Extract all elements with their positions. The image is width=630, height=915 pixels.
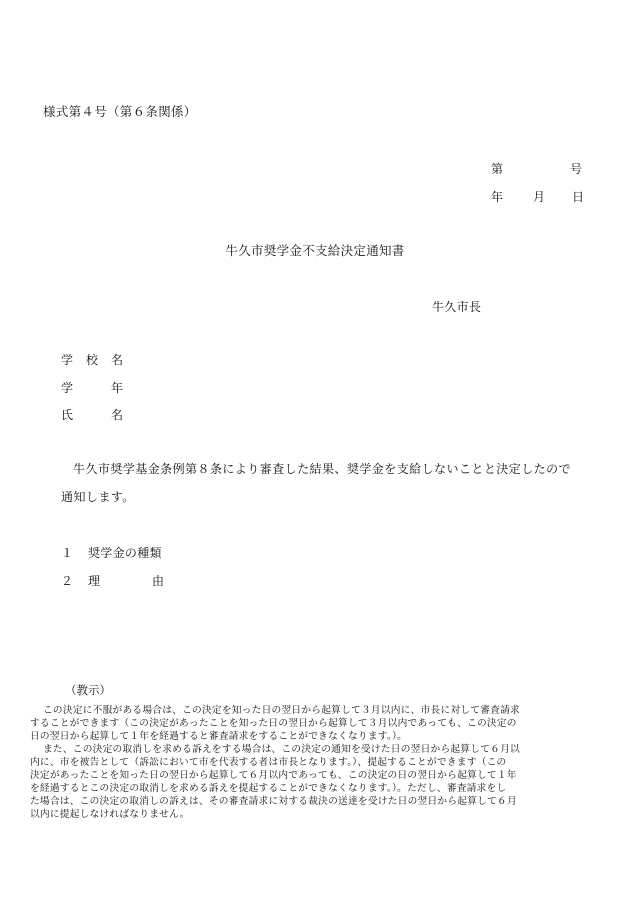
notice-line: 日の翌日から起算して１年を経過すると審査請求をすることができなくなります。）。	[30, 731, 408, 742]
field-label-char: 名	[110, 408, 123, 422]
item-label-char: 理	[88, 574, 101, 588]
field-label-char: 名	[110, 353, 123, 367]
item-label: 奨学金の種類	[88, 546, 162, 560]
field-label-char: 校	[85, 353, 98, 367]
issuer: 牛久市長	[432, 300, 482, 314]
document-title: 牛久市奨学金不支給決定通知書	[225, 243, 405, 258]
notice-line: を経過するとこの決定の取消しを求める訴えを提起することができなくなります。）。ただし、審査請求をし	[30, 783, 507, 794]
notice-line: 以内に提起しなければなりません。	[30, 809, 190, 820]
field-label-char: 年	[110, 381, 123, 395]
date-day: 日	[572, 190, 585, 204]
notice-line: この決定に不服がある場合は、この決定を知った日の翌日から起算して３月以内に、市長に対して審査請求	[43, 705, 520, 716]
item-number: １	[61, 546, 74, 560]
field-label-char: 学	[61, 381, 74, 395]
date-year: 年	[491, 190, 504, 204]
notice-heading: （教示）	[65, 683, 111, 697]
body-text-line: 牛久市奨学基金条例第８条により審査した結果、奨学金を支給しないことと決定したので	[73, 462, 572, 476]
notice-line: 内に、市を被告として（訴訟において市を代表する者は市長となります。）、提起することができます（この	[30, 757, 507, 768]
field-label-char: 氏	[61, 408, 74, 422]
item-reason	[61, 572, 164, 589]
item-number: ２	[61, 574, 74, 588]
item-label-char: 由	[151, 574, 164, 588]
notice-line: また、この決定の取消しを求める訴えをする場合は、この決定の通知を受けた日の翌日から起算して６月以	[43, 744, 520, 755]
document-number-suffix: 号	[570, 162, 583, 176]
form-number: 様式第４号（第６条関係）	[43, 104, 197, 119]
notice-line: た場合は、この決定の取消しの訴えは、その審査請求に対する裁決の送達を受けた日の翌日から起算して６月	[30, 796, 517, 807]
item-scholarship-type	[61, 544, 162, 561]
field-label-char: 学	[61, 353, 74, 367]
field-label-name	[61, 406, 123, 423]
field-label-grade	[61, 379, 123, 396]
date-month: 月	[533, 190, 546, 204]
document-number-prefix: 第	[491, 162, 504, 176]
notice-line: 決定があったことを知った日の翌日から起算して６月以内であっても、この決定の日の翌日から起算して１年	[30, 770, 517, 781]
body-text-line: 通知します。	[61, 490, 135, 504]
notice-line: することができます（この決定があったことを知った日の翌日から起算して３月以内であっても、この決定の	[30, 718, 517, 729]
field-label-school	[61, 351, 123, 368]
item-label	[88, 572, 164, 589]
